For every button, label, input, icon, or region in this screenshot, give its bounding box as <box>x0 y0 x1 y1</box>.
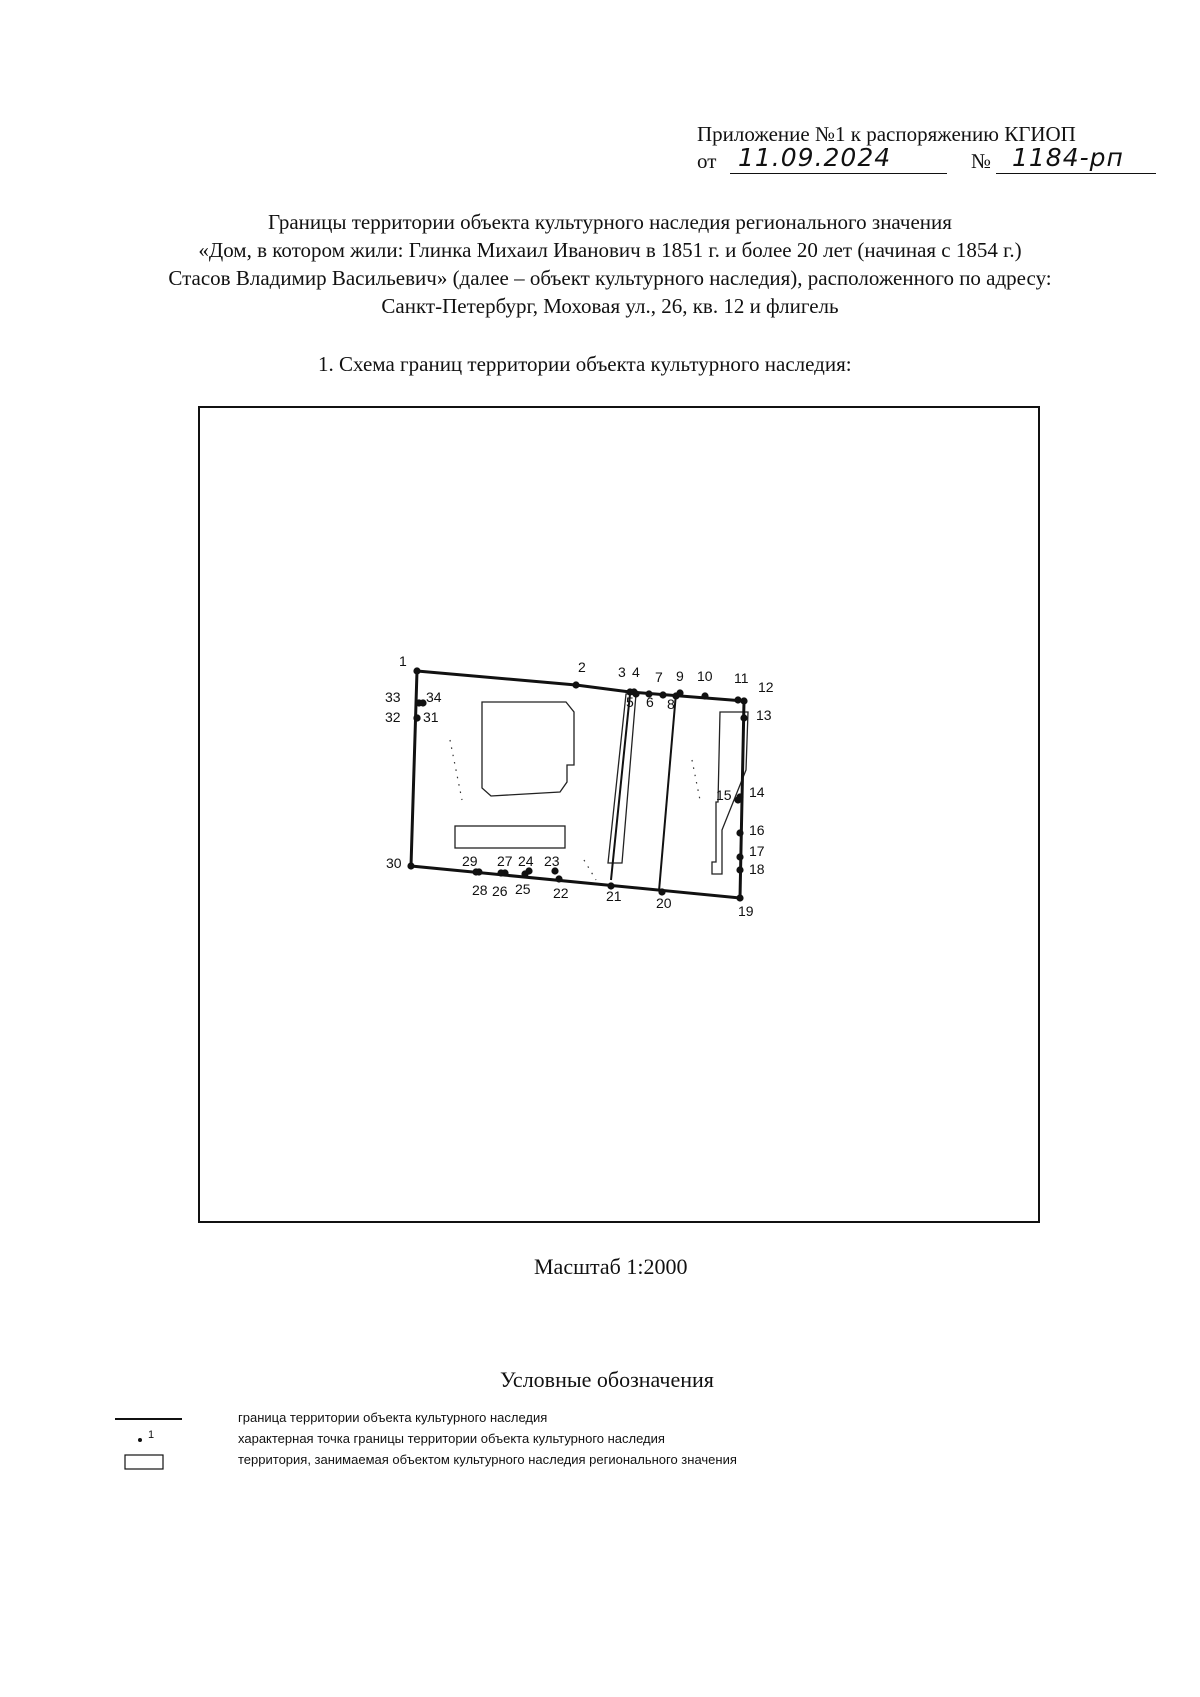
boundary-point-label-9: 9 <box>676 668 684 684</box>
boundary-point-label-33: 33 <box>385 689 401 705</box>
boundary-point-label-17: 17 <box>749 843 765 859</box>
boundary-point-label-15: 15 <box>716 787 732 803</box>
boundary-point-17 <box>736 853 743 860</box>
boundary-point-label-18: 18 <box>749 861 765 877</box>
boundary-point-27 <box>497 869 504 876</box>
boundary-point-label-16: 16 <box>749 822 765 838</box>
plot-divider-line <box>611 694 630 880</box>
boundary-point-7 <box>659 691 666 698</box>
boundary-point-label-34: 34 <box>426 689 442 705</box>
boundary-point-label-13: 13 <box>756 707 772 723</box>
number-prefix: № <box>971 149 992 173</box>
interior-dotted-line <box>692 760 700 800</box>
order-date: 11.09.2024 <box>738 143 892 172</box>
boundary-point-15 <box>734 796 741 803</box>
boundary-point-18 <box>736 866 743 873</box>
boundary-point-16 <box>736 829 743 836</box>
boundary-point-label-11: 11 <box>734 670 749 686</box>
boundary-point-label-6: 6 <box>646 694 654 710</box>
boundary-point-1 <box>413 667 420 674</box>
boundary-point-19 <box>736 894 743 901</box>
boundary-point-label-3: 3 <box>618 664 626 680</box>
boundary-point-label-27: 27 <box>497 853 513 869</box>
main-building-outline <box>482 702 574 796</box>
boundary-point-label-32: 32 <box>385 709 401 725</box>
boundary-point-30 <box>407 862 414 869</box>
boundary-point-13 <box>740 714 747 721</box>
legend-building-symbol <box>125 1455 163 1469</box>
boundary-point-label-1: 1 <box>399 653 407 669</box>
boundary-line <box>411 671 744 898</box>
boundary-point-11 <box>734 696 741 703</box>
plot-divider-line <box>659 693 676 891</box>
title-line-4: Санкт-Петербург, Моховая ул., 26, кв. 12 и флигель <box>381 294 839 318</box>
boundary-point-label-5: 5 <box>626 694 634 710</box>
boundary-point-label-23: 23 <box>544 853 560 869</box>
boundary-point-label-30: 30 <box>386 855 402 871</box>
order-number: 1184-рп <box>1012 143 1124 172</box>
boundary-point-label-10: 10 <box>697 668 713 684</box>
boundary-point-2 <box>572 681 579 688</box>
boundary-point-labels <box>385 653 774 919</box>
boundary-point-label-19: 19 <box>738 903 754 919</box>
boundary-point-label-2: 2 <box>578 659 586 675</box>
boundary-point-label-12: 12 <box>758 679 774 695</box>
legend-item-building: территория, занимаемая объектом культурного наследия регионального значения <box>238 1452 737 1467</box>
boundary-point-label-24: 24 <box>518 853 534 869</box>
boundary-point-25 <box>521 870 528 877</box>
interior-dotted-line <box>584 860 596 880</box>
boundary-point-label-25: 25 <box>515 881 531 897</box>
boundary-point-12 <box>740 697 747 704</box>
legend-symbols <box>110 1414 190 1474</box>
boundary-point-label-8: 8 <box>667 696 675 712</box>
boundary-point-32 <box>413 714 420 721</box>
boundary-point-label-14: 14 <box>749 784 765 800</box>
boundary-point-label-31: 31 <box>423 709 439 725</box>
boundary-point-label-26: 26 <box>492 883 508 899</box>
interior-dotted-line <box>450 740 462 800</box>
boundary-point-label-7: 7 <box>655 669 663 685</box>
legend-point-symbol-label: 1 <box>148 1429 155 1441</box>
title-line-1: Границы территории объекта культурного наследия регионального значения <box>268 210 952 234</box>
boundary-point-label-4: 4 <box>632 664 640 680</box>
title-line-2: «Дом, в котором жили: Глинка Михаил Иванович в 1851 г. и более 20 лет (начиная с 1854 г.) <box>198 238 1022 262</box>
scale-label: Масштаб 1:2000 <box>534 1254 688 1279</box>
section-heading: 1. Схема границ территории объекта культурного наследия: <box>318 352 852 376</box>
wing-building-outline <box>455 826 565 848</box>
boundary-point-label-20: 20 <box>656 895 672 911</box>
boundary-point-10 <box>701 692 708 699</box>
boundary-point-label-22: 22 <box>553 885 569 901</box>
legend-item-boundary: граница территории объекта культурного наследия <box>238 1410 548 1425</box>
boundary-point-label-29: 29 <box>462 853 478 869</box>
boundary-point-label-28: 28 <box>472 882 488 898</box>
appendix-reference: Приложение №1 к распоряжению КГИОП <box>697 122 1076 146</box>
boundary-point-22 <box>555 875 562 882</box>
legend-item-point: характерная точка границы территории объекта культурного наследия <box>238 1431 665 1446</box>
date-prefix: от <box>697 149 717 173</box>
legend-point-symbol <box>138 1438 142 1442</box>
boundary-point-29 <box>472 868 479 875</box>
legend-title: Условные обозначения <box>500 1367 714 1392</box>
boundary-point-9 <box>676 689 683 696</box>
boundary-point-label-21: 21 <box>606 888 622 904</box>
title-line-3: Стасов Владимир Васильевич» (далее – объект культурного наследия), расположенного по адресу: <box>168 266 1052 290</box>
